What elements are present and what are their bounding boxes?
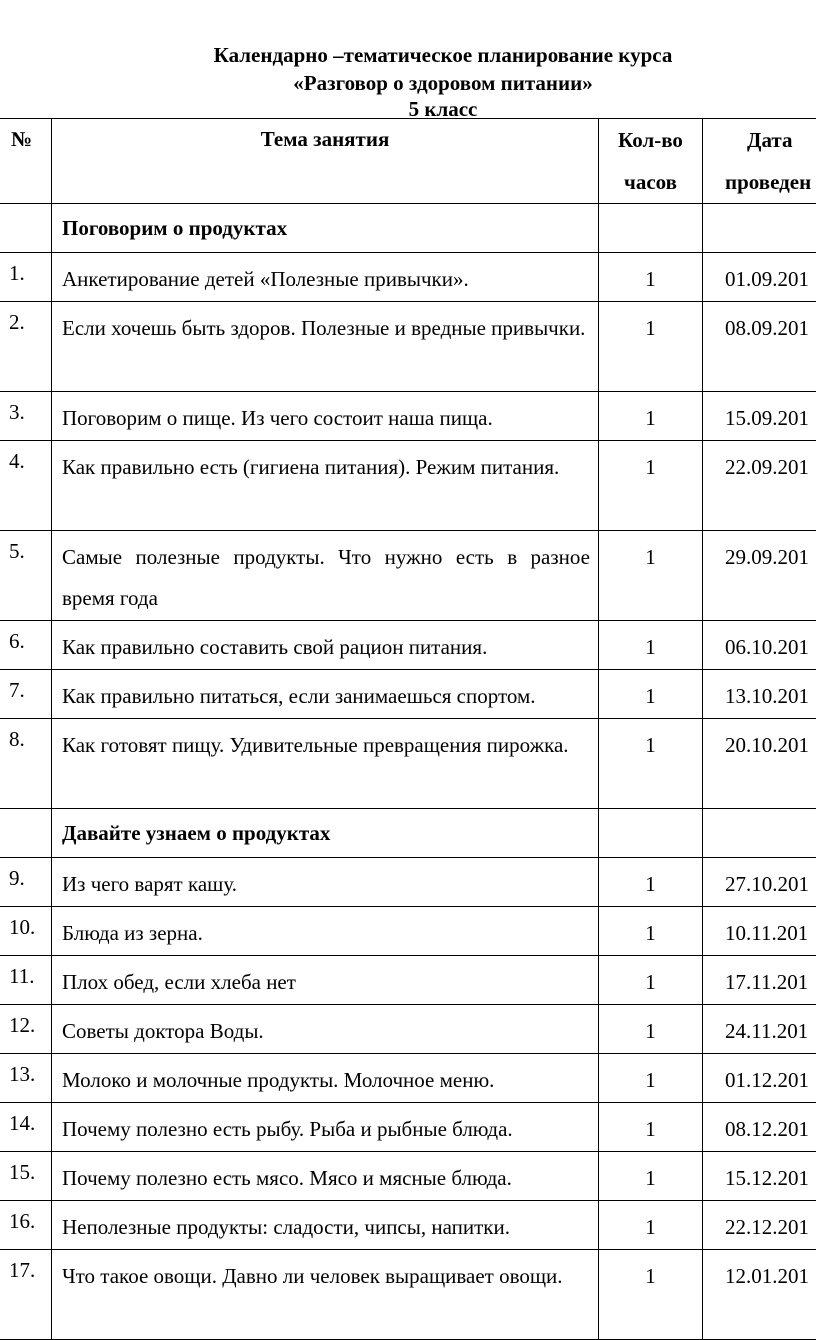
lesson-number: 6.	[0, 621, 52, 670]
lesson-topic: Самые полезные продукты. Что нужно есть в разное время года	[52, 531, 599, 621]
lesson-topic: Из чего варят кашу.	[52, 858, 599, 907]
lesson-number: 7.	[0, 670, 52, 719]
lesson-number: 2.	[0, 302, 52, 392]
lesson-date: 08.12.201	[703, 1103, 816, 1152]
header-hours-line1: Кол-во	[599, 119, 702, 161]
lesson-topic: Молоко и молочные продукты. Молочное меню.	[52, 1054, 599, 1103]
section-row	[0, 204, 816, 253]
lesson-hours: 1	[599, 1054, 703, 1103]
table-row	[0, 302, 816, 392]
lesson-topic: Советы доктора Воды.	[52, 1005, 599, 1054]
lesson-number: 1.	[0, 253, 52, 302]
lesson-topic: Как правильно есть (гигиена питания). Режим питания.	[52, 441, 599, 531]
table-header-row	[0, 119, 816, 204]
lesson-topic: Неполезные продукты: сладости, чипсы, напитки.	[52, 1201, 599, 1250]
section-empty-cell	[0, 204, 52, 253]
lesson-topic: Анкетирование детей «Полезные привычки».	[52, 253, 599, 302]
lesson-date: 12.01.201	[703, 1250, 816, 1340]
lesson-number: 8.	[0, 719, 52, 809]
document-title: Календарно –тематическое планирование курса	[0, 42, 816, 68]
lesson-topic: Почему полезно есть мясо. Мясо и мясные блюда.	[52, 1152, 599, 1201]
lesson-number: 14.	[0, 1103, 52, 1152]
lesson-topic: Как правильно питаться, если занимаешься спортом.	[52, 670, 599, 719]
lesson-number: 13.	[0, 1054, 52, 1103]
lesson-hours: 1	[599, 621, 703, 670]
table-row	[0, 1103, 816, 1152]
section-empty-cell	[703, 204, 816, 253]
header-date	[703, 119, 816, 204]
lesson-hours: 1	[599, 1103, 703, 1152]
lesson-hours: 1	[599, 858, 703, 907]
grade-label: 5 класс	[0, 96, 816, 122]
lesson-date: 29.09.201	[703, 531, 816, 621]
lesson-date: 06.10.201	[703, 621, 816, 670]
header-number: №	[0, 119, 52, 204]
lesson-date: 08.09.201	[703, 302, 816, 392]
lesson-date: 10.11.201	[703, 907, 816, 956]
table-row	[0, 392, 816, 441]
lesson-topic: Что такое овощи. Давно ли человек выращивает овощи.	[52, 1250, 599, 1340]
lesson-topic: Как правильно составить свой рацион питания.	[52, 621, 599, 670]
table-row	[0, 1250, 816, 1340]
lesson-hours: 1	[599, 907, 703, 956]
lesson-topic: Если хочешь быть здоров. Полезные и вредные привычки.	[52, 302, 599, 392]
table-row	[0, 670, 816, 719]
lesson-topic: Блюда из зерна.	[52, 907, 599, 956]
table-row	[0, 719, 816, 809]
table-row	[0, 1005, 816, 1054]
lesson-hours: 1	[599, 392, 703, 441]
lesson-number: 5.	[0, 531, 52, 621]
lesson-hours: 1	[599, 302, 703, 392]
lesson-hours: 1	[599, 670, 703, 719]
section-empty-cell	[599, 809, 703, 858]
lesson-hours: 1	[599, 531, 703, 621]
lesson-date: 13.10.201	[703, 670, 816, 719]
lesson-date: 22.09.201	[703, 441, 816, 531]
header-hours	[599, 119, 703, 204]
header-hours-line2: часов	[599, 161, 702, 203]
lesson-number: 11.	[0, 956, 52, 1005]
lesson-hours: 1	[599, 253, 703, 302]
lesson-date: 22.12.201	[703, 1201, 816, 1250]
lesson-date: 15.09.201	[703, 392, 816, 441]
header-date-line1: Дата	[725, 119, 816, 161]
table-row	[0, 1054, 816, 1103]
table-row	[0, 253, 816, 302]
section-empty-cell	[703, 809, 816, 858]
table-row	[0, 441, 816, 531]
lesson-hours: 1	[599, 1005, 703, 1054]
lesson-topic: Плох обед, если хлеба нет	[52, 956, 599, 1005]
lesson-date: 01.09.201	[703, 253, 816, 302]
header-date-line2: проведен	[725, 161, 816, 203]
lesson-number: 17.	[0, 1250, 52, 1340]
section-empty-cell	[599, 204, 703, 253]
table-row	[0, 621, 816, 670]
lesson-date: 17.11.201	[703, 956, 816, 1005]
table-row	[0, 1152, 816, 1201]
section-title: Давайте узнаем о продуктах	[52, 809, 599, 858]
lesson-hours: 1	[599, 441, 703, 531]
section-empty-cell	[0, 809, 52, 858]
lesson-topic: Поговорим о пище. Из чего состоит наша пища.	[52, 392, 599, 441]
lesson-topic: Почему полезно есть рыбу. Рыба и рыбные блюда.	[52, 1103, 599, 1152]
course-name: «Разговор о здоровом питании»	[0, 70, 816, 96]
header-topic: Тема занятия	[52, 119, 599, 204]
lesson-date: 15.12.201	[703, 1152, 816, 1201]
lesson-number: 3.	[0, 392, 52, 441]
lesson-date: 01.12.201	[703, 1054, 816, 1103]
lesson-date: 24.11.201	[703, 1005, 816, 1054]
lesson-topic: Как готовят пищу. Удивительные превращения пирожка.	[52, 719, 599, 809]
lesson-hours: 1	[599, 1152, 703, 1201]
section-title: Поговорим о продуктах	[52, 204, 599, 253]
table-row	[0, 858, 816, 907]
lesson-number: 12.	[0, 1005, 52, 1054]
table-row	[0, 956, 816, 1005]
lesson-hours: 1	[599, 1250, 703, 1340]
lesson-number: 16.	[0, 1201, 52, 1250]
lesson-hours: 1	[599, 719, 703, 809]
lesson-plan-table	[0, 118, 816, 1340]
table-row	[0, 531, 816, 621]
lesson-date: 20.10.201	[703, 719, 816, 809]
section-row	[0, 809, 816, 858]
table-row	[0, 907, 816, 956]
lesson-hours: 1	[599, 1201, 703, 1250]
lesson-number: 9.	[0, 858, 52, 907]
lesson-hours: 1	[599, 956, 703, 1005]
lesson-date: 27.10.201	[703, 858, 816, 907]
lesson-number: 4.	[0, 441, 52, 531]
table-row	[0, 1201, 816, 1250]
lesson-number: 15.	[0, 1152, 52, 1201]
lesson-number: 10.	[0, 907, 52, 956]
